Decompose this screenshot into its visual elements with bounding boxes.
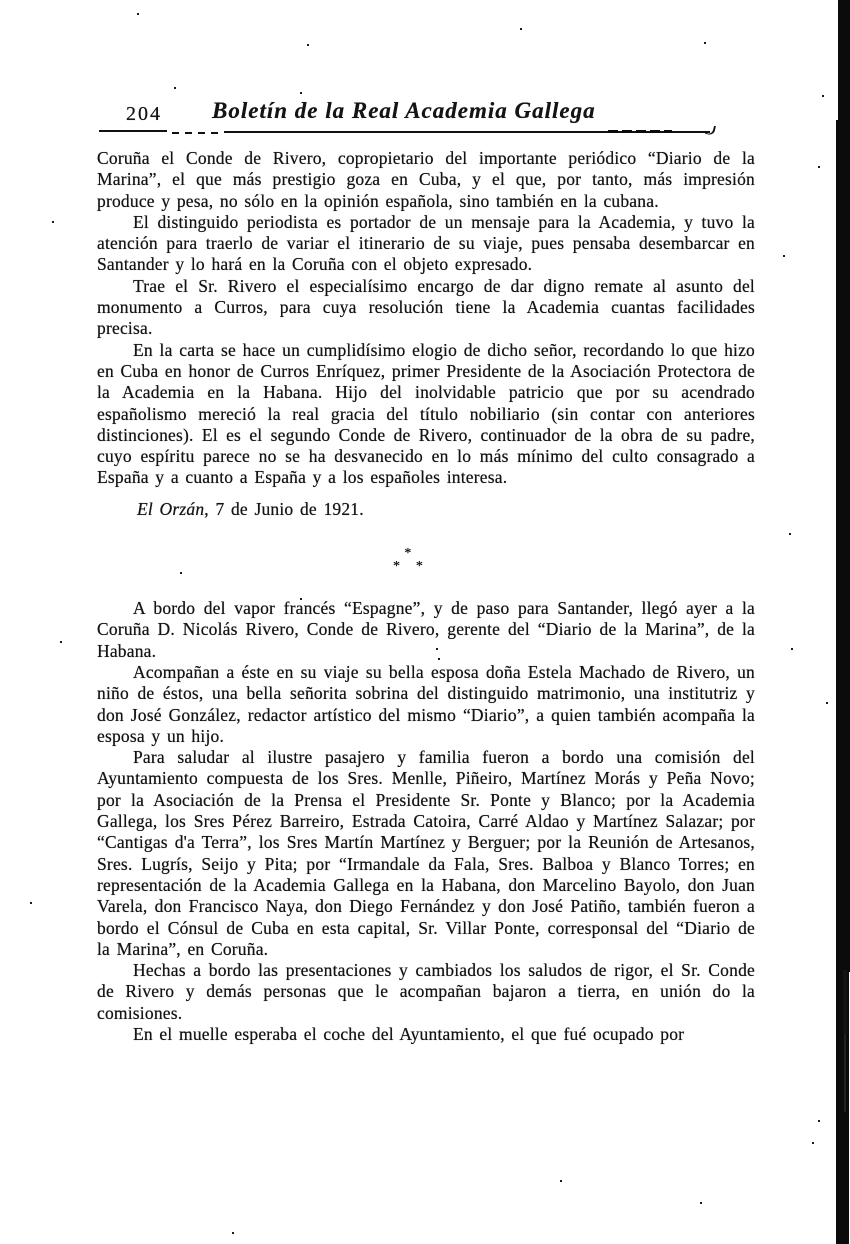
asterisk-icon: * [404,546,412,562]
scan-edge-artifact [838,0,850,972]
paragraph: Trae el Sr. Rivero el especialísimo encargo de dar digno remate al asunto del monumento a Curros, para cuya resolución tiene la Academia cuantas facilidades precisa. [97,275,755,339]
paragraph: Para saludar al ilustre pasajero y familia fueron a bordo una comisión del Ayuntamiento compuesta de los Sres. Menlle, Piñeiro, Martínez Morás y Peña Novo; por la Asociación de la Prensa el Presidente Sr. Ponte y Blanco; por la Academia Gallega, los Sres Pérez Barreiro, Estrada Catoira, Carré Aldao y Martínez Salazar; por “Cantigas d'a Terra”, los Sres Martín Martínez y Berguer; por la Reunión de Artesanos, Sres. Lugrís, Seijo y Pita; por “Irmandale da Fala, Sres. Balboa y Blanco Torres; en representación de la Academia Gallega en la Habana, don Marcelino Bayolo, don Juan Varela, don Francisco Naya, don Diego Fernández y don José Patiño, también fueron a bordo el Cónsul de Cuba en esta capital, Sr. Villar Ponte, corresponsal del “Diario de la Marina”, en Coruña. [97,747,755,959]
paragraph: Hechas a bordo las presentaciones y cambiados los saludos de rigor, el Sr. Conde de Rivero y demás personas que le acompañan bajaron a tierra, en unión do la comisiones. [97,960,755,1023]
paragraph: Coruña el Conde de Rivero, copropietario del importante periódico “Diario de la Marina”, el que más prestigio goza en Cuba, y el que, por tanto, más impresión produce y pesa, no sólo en la opinión española, sino también en la cubana. [97,148,755,211]
scan-edge-artifact [844,1034,846,1112]
scan-noise-speckles [0,0,2,2]
paragraph: En la carta se hace un cumplidísimo elogio de dicho señor, recordando lo que hizo en Cuba en honor de Curros Enríquez, primer Presidente de la Asociación Protectora de la Academia en la Habana. Hijo del inolvidable patricio que por su acendrado españolismo mereció la real gracia del título nobiliario (sin contar con anteriores distinciones). El es el segundo Conde de Rivero, continuador de la obra de su padre, cuyo espíritu parece no se ha desvanecido en lo más mínimo del culto consagrado a España y a cuanto a España y a los españoles interesa. [97,339,755,488]
paragraph: A bordo del vapor francés “Espagne”, y de paso para Santander, llegó ayer a la Coruña D. Nicolás Rivero, Conde de Rivero, gerente del “Diario de la Marina”, de la Habana. [97,598,755,661]
journal-title: Boletín de la Real Academia Gallega [212,98,596,123]
paragraph: Acompañan a éste en su viaje su bella esposa doña Estela Machado de Rivero, un niño de éstos, una bella señorita sobrina del distinguido matrimonio, una institutriz y don José González, redactor artístico del mismo “Diario”, a quien también acompaña la esposa y un hijo. [97,661,755,746]
paragraph: En el muelle esperaba el coche del Ayuntamiento, el que fué ocupado por [133,1023,685,1044]
dateline-date: , 7 de Junio de 1921. [204,498,364,519]
dateline [97,499,755,520]
article-body [97,148,755,1045]
header-rule-hook [705,124,716,136]
page-number: 204 [126,103,162,125]
header-rule-pagenumber [99,130,167,132]
header-rule-blotch [608,130,672,133]
header-rule-dashes [172,132,222,134]
asterisk-row-icon: * * [392,559,424,575]
section-separator [97,547,719,573]
scan-edge-artifact [843,970,847,1034]
paragraph: El distinguido periodista es portador de un mensaje para la Academia, y tuvo la atención para traerlo de variar el itinerario de su viaje, pues pensaba desembarcar en Santander y lo hará en la Coruña con el objeto expresado. [97,211,755,275]
dateline-source: El Orzán [137,498,205,519]
